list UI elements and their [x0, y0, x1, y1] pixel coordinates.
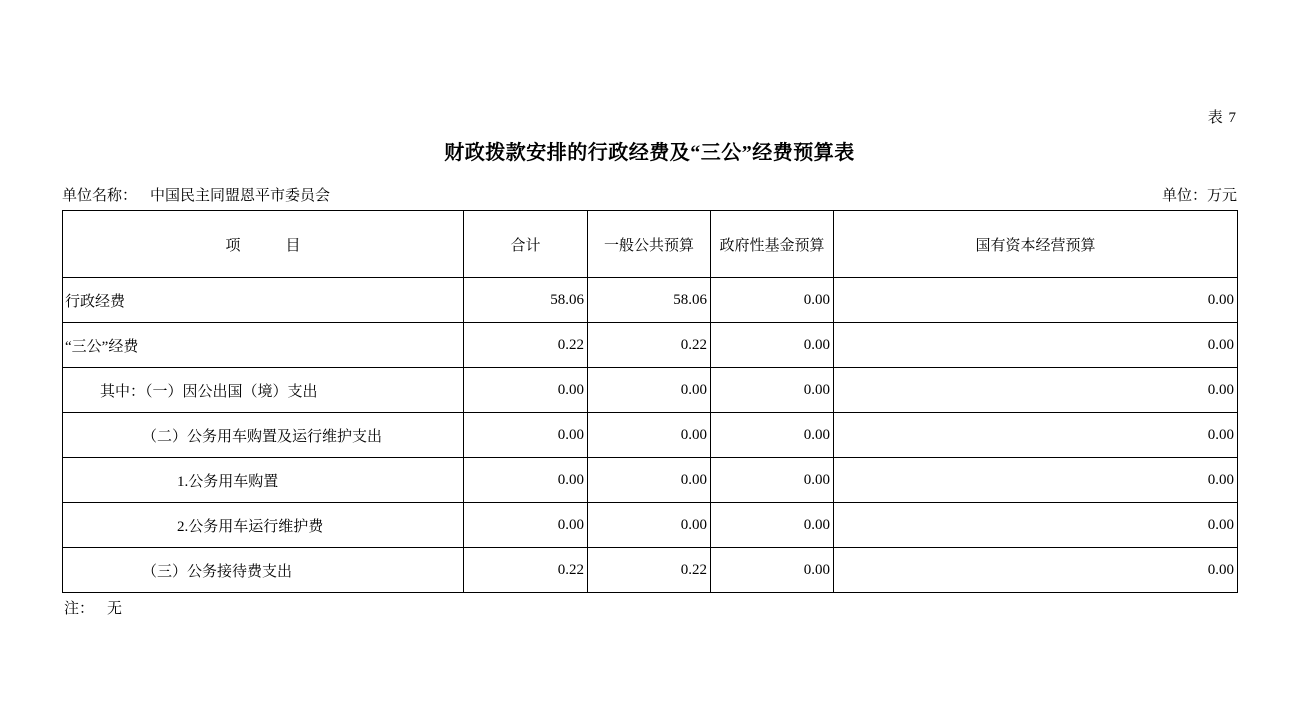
state-capital-value: 0.00: [834, 323, 1238, 368]
total-value: 0.00: [464, 413, 588, 458]
item-label: 其中：（一）因公出国（境）支出: [63, 368, 464, 413]
header-government-fund-budget: 政府性基金预算: [711, 211, 834, 278]
total-value: 0.22: [464, 548, 588, 593]
item-label: 1.公务用车购置: [63, 458, 464, 503]
table-row: [63, 548, 1238, 593]
total-value: 0.00: [464, 368, 588, 413]
general-public-value: 0.00: [588, 458, 711, 503]
item-label: （三）公务接待费支出: [63, 548, 464, 593]
unit-name-label: 单位名称：: [62, 188, 138, 204]
unit-name-line: [62, 184, 330, 205]
total-value: 58.06: [464, 278, 588, 323]
page-title: 财政拨款安排的行政经费及“三公”经费预算表: [444, 142, 855, 164]
general-public-value: 0.00: [588, 413, 711, 458]
table-row: [63, 368, 1238, 413]
govt-fund-value: 0.00: [711, 368, 834, 413]
state-capital-value: 0.00: [834, 503, 1238, 548]
general-public-value: 0.22: [588, 323, 711, 368]
state-capital-value: 0.00: [834, 548, 1238, 593]
govt-fund-value: 0.00: [711, 413, 834, 458]
total-value: 0.00: [464, 458, 588, 503]
item-label: （二）公务用车购置及运行维护支出: [63, 413, 464, 458]
general-public-value: 0.22: [588, 548, 711, 593]
measure-unit-label: 单位：万元: [1161, 188, 1237, 204]
govt-fund-value: 0.00: [711, 323, 834, 368]
item-label: 2.公务用车运行维护费: [63, 503, 464, 548]
state-capital-value: 0.00: [834, 368, 1238, 413]
total-value: 0.22: [464, 323, 588, 368]
govt-fund-value: 0.00: [711, 278, 834, 323]
item-label: 行政经费: [63, 278, 464, 323]
note-line: [64, 597, 122, 618]
table-row: [63, 278, 1238, 323]
table-row: [63, 413, 1238, 458]
state-capital-value: 0.00: [834, 458, 1238, 503]
note-value: 无: [107, 601, 123, 617]
table-row: [63, 323, 1238, 368]
table-row: [63, 458, 1238, 503]
header-item: 项 目: [63, 211, 464, 278]
govt-fund-value: 0.00: [711, 458, 834, 503]
table-number: 表 7: [1207, 110, 1237, 126]
header-total: 合计: [464, 211, 588, 278]
general-public-value: 0.00: [588, 368, 711, 413]
header-state-capital-budget: 国有资本经营预算: [834, 211, 1238, 278]
govt-fund-value: 0.00: [711, 503, 834, 548]
govt-fund-value: 0.00: [711, 548, 834, 593]
note-label: 注：: [64, 601, 95, 617]
state-capital-value: 0.00: [834, 413, 1238, 458]
meta-row: [62, 184, 1237, 205]
state-capital-value: 0.00: [834, 278, 1238, 323]
general-public-value: 58.06: [588, 278, 711, 323]
table-header-row: [63, 211, 1238, 278]
general-public-value: 0.00: [588, 503, 711, 548]
table-row: [63, 503, 1238, 548]
unit-name-value: 中国民主同盟恩平市委员会: [150, 188, 331, 204]
header-general-public-budget: 一般公共预算: [588, 211, 711, 278]
total-value: 0.00: [464, 503, 588, 548]
item-label: “三公”经费: [63, 323, 464, 368]
budget-table: [62, 210, 1238, 593]
